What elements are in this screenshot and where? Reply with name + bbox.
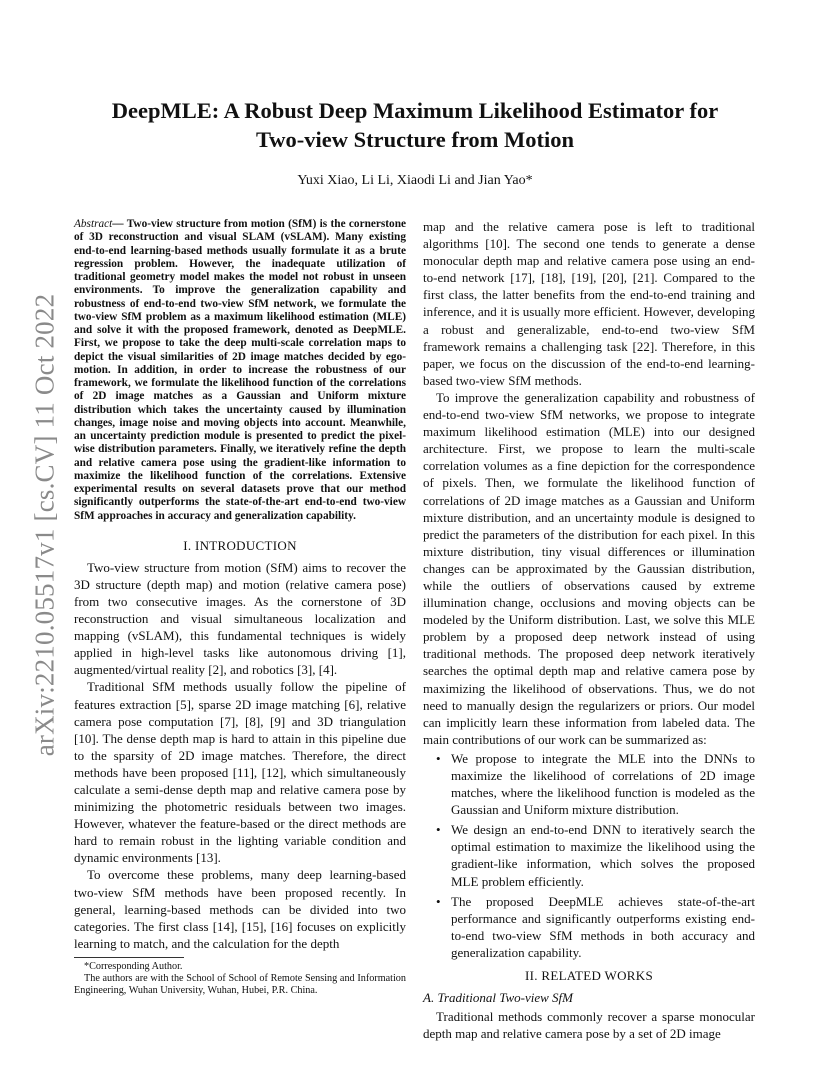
contributions-list — [423, 750, 755, 961]
list-item — [436, 821, 755, 889]
title-line-2: Two-view Structure from Motion — [255, 127, 575, 152]
abstract-label: Abstract — [74, 218, 113, 230]
footnote-rule — [74, 957, 184, 958]
intro-paragraph-1: Two-view structure from motion (SfM) aims to recover the 3D structure (depth map) and motion (relative camera pose) from two consecutive images. As the cornerstone of 3D reconstruction and visual simultaneous localization and mapping (vSLAM), this fundamental techniques is widely applied in high-level tasks like autonomous driving [1], augmented/virtual reality [2], and robotics [3], [4]. — [74, 559, 406, 678]
bullet-icon: • — [436, 750, 441, 766]
contribution-text: The proposed DeepMLE achieves state-of-the-art performance and significantly outperforms existing end-to-end two-view SfM methods in both accuracy and generalization capability. — [451, 893, 755, 960]
bullet-icon: • — [436, 893, 441, 909]
arxiv-identifier: arXiv:2210.05517v1 [cs.CV] 11 Oct 2022 — [29, 293, 60, 757]
contribution-text: We design an end-to-end DNN to iteratively search the optimal estimation to maximize the likelihood using the gradient-like information, which solves the proposed MLE problem efficiently. — [451, 822, 755, 889]
intro-paragraph-5: To improve the generalization capability and robustness of end-to-end two-view SfM networks, we propose to integrate maximum likelihood estimation (MLE) into our designed architecture. First, we propose to learn the multi-scale correlation volumes as a fine depiction for the correspondence of pixels. Then, we formulate the likelihood function of correlations of 2D image matches as a Gaussian and Uniform mixture distribution, and an uncertainty module is designed to predict the parameters of the distribution for each pixel. In this mixture distribution, tiny visual differences or illumination changes can be approximated by the Gaussian distribution, while the outliers of observations caused by extreme illumination change, occlusions and moving objects can be modeled by the Uniform distribution. Last, we solve this MLE problem by a proposed deep network instead of using traditional methods. The proposed deep network iteratively searches the optimal depth map and relative camera pose by maximizing the likelihood of observations. Thus, we do not need to manually design the regularizers or priors. Our model can implicitly learn these information from labeled data. The main contributions of our work can be summarized as: — [423, 389, 755, 747]
title-line-1: DeepMLE: A Robust Deep Maximum Likelihood Estimator for — [111, 98, 719, 123]
abstract-text: — Two-view structure from motion (SfM) is the cornerstone of 3D reconstruction and visual SLAM (vSLAM). Many existing end-to-end learning-based methods usually formulate it as a brute regression problem. However, the inadequate utilization of traditional geometry model makes the model not robust in unseen environments. To improve the generalization capability and robustness of end-to-end two-view SfM network, we formulate the two-view SfM problem as a maximum likelihood estimation (MLE) and solve it with the proposed framework, denoted as DeepMLE. First, we propose to take the deep multi-scale correlation maps to depict the visual similarities of 2D image matches decided by ego-motion. In addition, in order to increase the robustness of our framework, we formulate the likelihood function of the correlations of 2D image matches as a Gaussian and Uniform mixture distribution which takes the uncertainty caused by illumination changes, image noise and moving objects into account. Meanwhile, an uncertainty prediction module is presented to predict the pixel-wise distribution parameters. Finally, we iteratively refine the depth and relative camera pose using the gradient-like information to maximize the likelihood function of the correlations. Extensive experimental results on several datasets prove that our method significantly outperforms the state-of-the-art end-to-end two-view SfM approaches in accuracy and generalization capability. — [74, 218, 406, 522]
intro-paragraph-2: Traditional SfM methods usually follow the pipeline of features extraction [5], sparse 2D image matching [6], relative camera pose computation [7], [8], [9] and 3D triangulation [10]. The dense depth map is hard to attain in this pipeline due to the sparsity of 2D image matches. Therefore, the direct methods have been proposed [11], [12], which simultaneously calculate a semi-dense depth map and relative camera pose by minimizing the photometric residuals between two images. However, whatever the feature-based or the direct methods are hard to remain robust in the lighting variable condition and dynamic environments [13]. — [74, 679, 406, 866]
related-works-paragraph-1: Traditional methods commonly recover a sparse monocular depth map and relative camera pose by a set of 2D image — [423, 1009, 755, 1042]
intro-paragraph-4: map and the relative camera pose is left to traditional algorithms [10]. The second one tends to generate a dense monocular depth map and relative camera pose using an end-to-end network [17], [18], [19], [20], [21]. Compared to the first class, the latter benefits from the end-to-end training and inference, and it is usually more efficient. However, developing a robust and generalizable, end-to-end two-view SfM framework remains a challenging task [22]. Therefore, in this paper, we focus on the discussion of the end-to-end learning-based two-view SfM methods. — [423, 219, 755, 388]
author-list: Yuxi Xiao, Li Li, Xiaodi Li and Jian Yao* — [297, 173, 533, 188]
left-column — [74, 218, 406, 952]
arxiv-sidebar-stamp — [20, 290, 70, 760]
footnotes — [74, 957, 406, 998]
section-heading-related-works: II. RELATED WORKS — [525, 968, 653, 984]
contribution-text: We propose to integrate the MLE into the DNNs to maximize the likelihood of correlations of 2D image matches, where the likelihood function is modeled as the Gaussian and Uniform mixture distribution. — [451, 750, 755, 818]
list-item — [436, 893, 755, 961]
paper-title — [70, 96, 760, 154]
section-heading-introduction: I. INTRODUCTION — [183, 537, 297, 553]
bullet-icon: • — [436, 822, 441, 838]
subsection-heading-traditional-sfm: A. Traditional Two-view SfM — [423, 990, 573, 1006]
footnote-corresponding-author: *Corresponding Author. — [84, 961, 183, 972]
intro-paragraph-3: To overcome these problems, many deep learning-based two-view SfM methods have been proposed recently. In general, learning-based methods can be divided into two categories. The first class [14], [15], [16] focuses on explicitly learning to match, and the calculation for the depth — [74, 867, 406, 951]
footnote-affiliation: The authors are with the School of School of Remote Sensing and Information Engineering, Wuhan University, Wuhan, Hubei, P.R. China. — [74, 973, 406, 997]
right-column — [423, 218, 755, 1042]
list-item — [436, 750, 755, 818]
abstract — [74, 218, 406, 523]
